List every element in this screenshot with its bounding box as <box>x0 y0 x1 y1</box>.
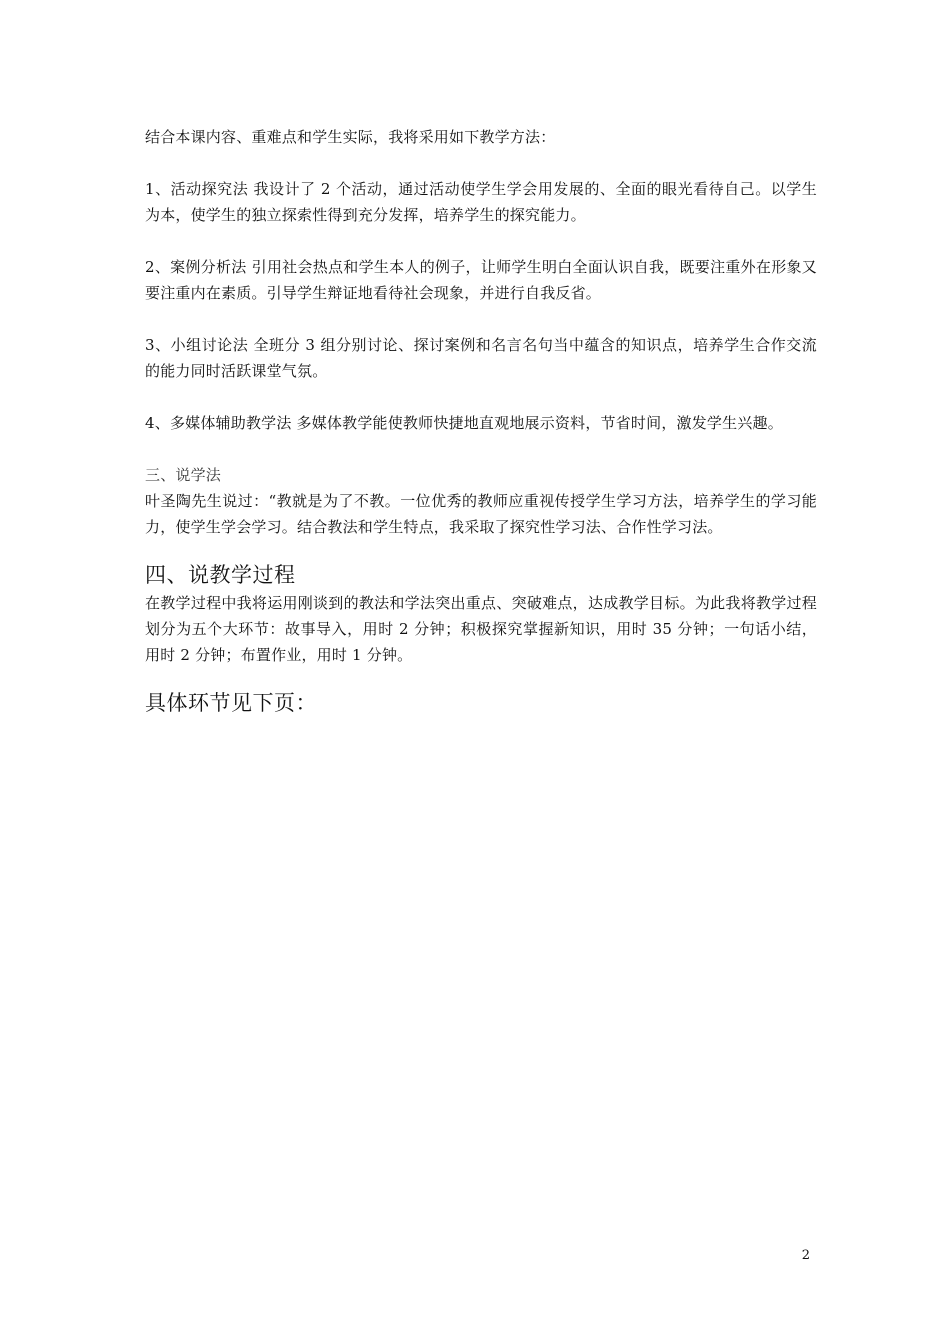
page-number: 2 <box>801 1248 810 1263</box>
method-activity-inquiry: 1、活动探究法 我设计了 2 个活动，通过活动使学生学会用发展的、全面的眼光看待自己。以学生为本，使学生的独立探索性得到充分发挥，培养学生的探究能力。 <box>145 180 817 224</box>
next-page-note: 具体环节见下页： <box>145 691 317 715</box>
document-body <box>145 124 817 718</box>
section-4-heading: 四、说教学过程 <box>145 563 296 587</box>
method-case-analysis: 2、案例分析法 引用社会热点和学生本人的例子，让师学生明白全面认识自我，既要注重外在形象又要注重内在素质。引导学生辩证地看待社会现象，并进行自我反省。 <box>145 258 817 302</box>
method-group-discussion: 3、小组讨论法 全班分 3 组分别讨论、探讨案例和名言名句当中蕴含的知识点，培养学生合作交流的能力同时活跃课堂气氛。 <box>145 336 817 380</box>
section-3-body: 叶圣陶先生说过：“教就是为了不教。一位优秀的教师应重视传授学生学习方法，培养学生的学习能力，使学生学会学习。结合教法和学生特点，我采取了探究性学习法、合作性学习法。 <box>145 492 817 536</box>
intro-paragraph: 结合本课内容、重难点和学生实际，我将采用如下教学方法： <box>145 128 556 146</box>
method-multimedia: 4、多媒体辅助教学法 多媒体教学能使教师快捷地直观地展示资料，节省时间，激发学生兴趣。 <box>145 414 783 432</box>
section-3-heading: 三、说学法 <box>145 466 222 484</box>
section-4-body: 在教学过程中我将运用刚谈到的教法和学法突出重点、突破难点，达成教学目标。为此我将教学过程划分为五个大环节：故事导入，用时 2 分钟；积极探究掌握新知识，用时 35 分钟；一句话小结，用时 2 分钟；布置作业，用时 1 分钟。 <box>145 594 817 664</box>
